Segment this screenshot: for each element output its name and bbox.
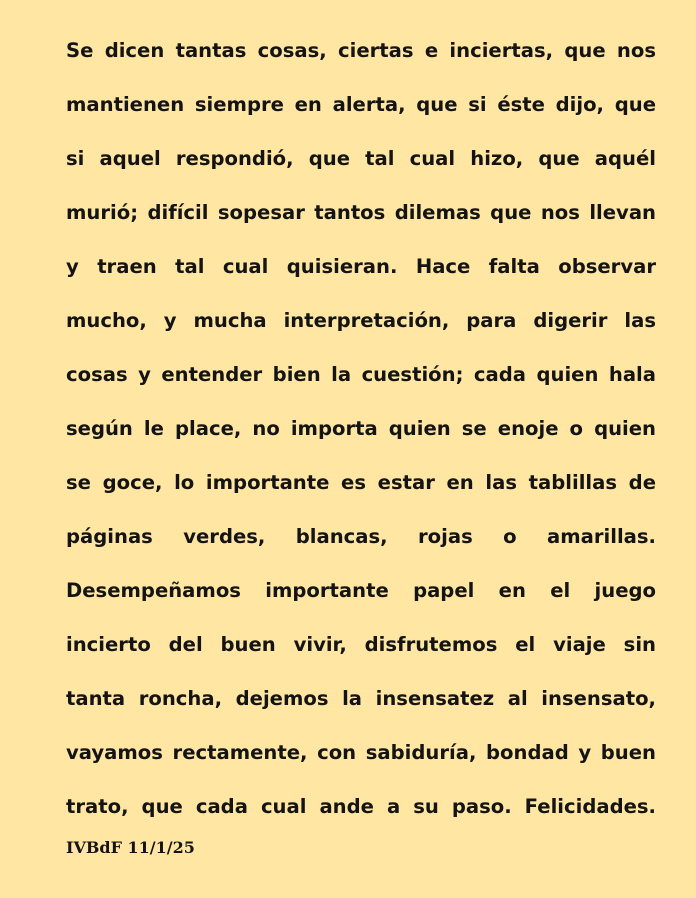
- text-line: murió; difícil sopesar tantos dilemas que nos llevan: [66, 201, 656, 224]
- text-line: mucho, y mucha interpretación, para digerir las: [66, 309, 656, 332]
- text-line: mantienen siempre en alerta, que si éste dijo, que: [66, 93, 656, 116]
- text-line: incierto del buen vivir, disfrutemos el viaje sin: [66, 633, 656, 656]
- text-line: cosas y entender bien la cuestión; cada quien hala: [66, 363, 656, 386]
- text-line: tanta roncha, dejemos la insensatez al insensato,: [66, 687, 656, 710]
- text-line: según le place, no importa quien se enoje o quien: [66, 417, 656, 440]
- signature-date: IVBdF 11/1/25: [66, 838, 195, 857]
- text-line: se goce, lo importante es estar en las tablillas de: [66, 471, 656, 494]
- text-line: trato, que cada cual ande a su paso. Felicidades.: [66, 795, 656, 818]
- text-line: si aquel respondió, que tal cual hizo, que aquél: [66, 147, 656, 170]
- text-line: vayamos rectamente, con sabiduría, bondad y buen: [66, 741, 656, 764]
- text-line: páginas verdes, blancas, rojas o amarillas.: [66, 525, 656, 548]
- text-line: Desempeñamos importante papel en el juego: [66, 579, 656, 602]
- poem-text-block: [66, 28, 656, 838]
- text-line: y traen tal cual quisieran. Hace falta observar: [66, 255, 656, 278]
- text-line: Se dicen tantas cosas, ciertas e inciertas, que nos: [66, 39, 656, 62]
